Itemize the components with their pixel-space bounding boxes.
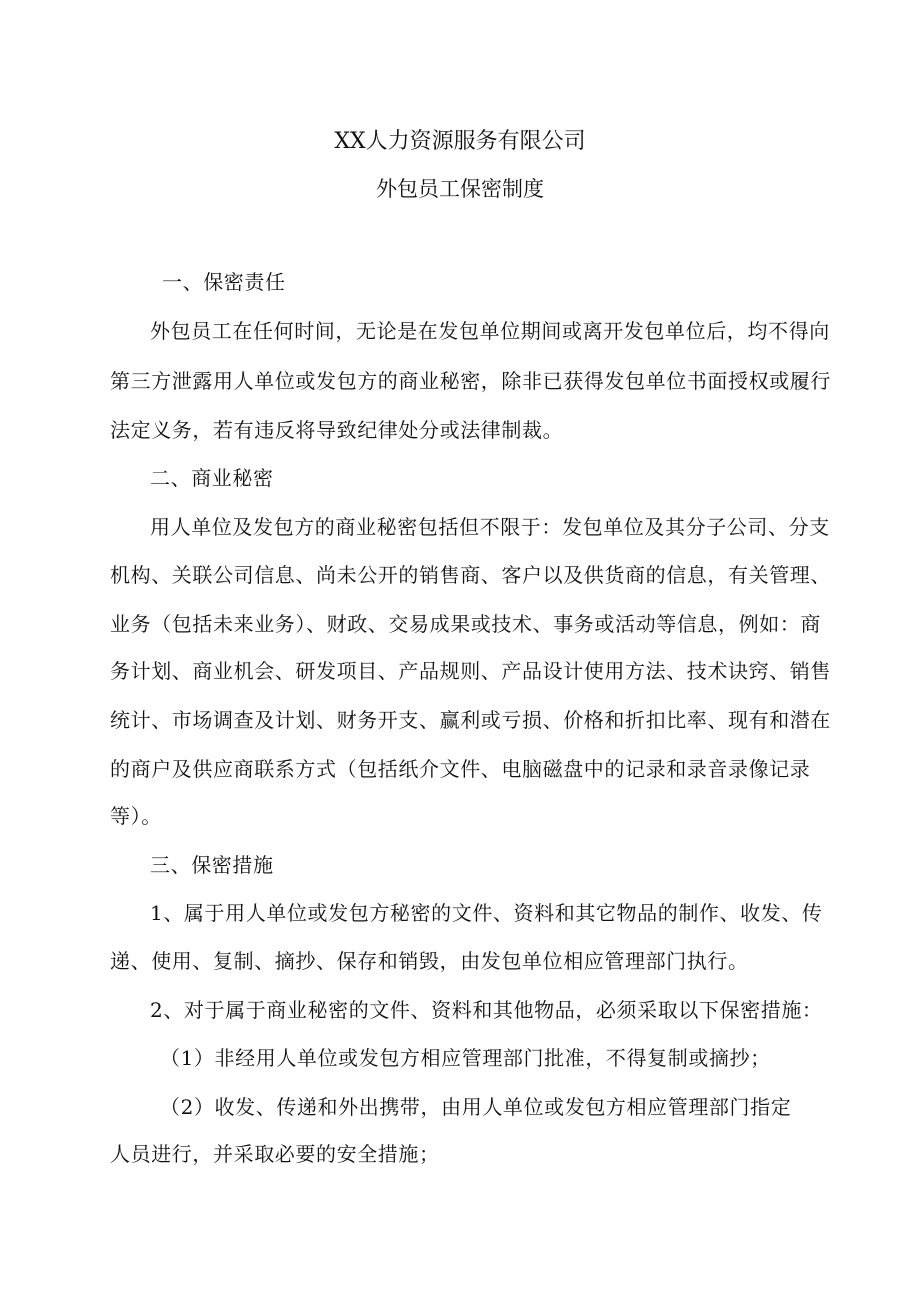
sub-item-line: （2）收发、传递和外出携带，由用人单位或发包方相应管理部门指定	[160, 1095, 792, 1119]
document-title: 外包员工保密制度	[376, 177, 544, 201]
section-heading-trade-secrets: 二、商业秘密	[150, 466, 274, 490]
list-item-line: 递、使用、复制、摘抄、保存和销毁，由发包单位相应管理部门执行。	[110, 949, 749, 973]
list-item-line: 1、属于用人单位或发包方秘密的文件、资料和其它物品的制作、收发、传	[150, 901, 823, 925]
paragraph-line: 法定义务，若有违反将导致纪律处分或法律制裁。	[110, 418, 564, 442]
paragraph-line: 用人单位及发包方的商业秘密包括但不限于：发包单位及其分子公司、分支	[150, 515, 830, 539]
section-heading-measures: 三、保密措施	[150, 853, 274, 877]
paragraph-line: 业务（包括未来业务）、财政、交易成果或技术、事务或活动等信息，例如：商	[110, 612, 821, 636]
paragraph-line: 等）。	[110, 804, 162, 828]
sub-item-line: （1）非经用人单位或发包方相应管理部门批准，不得复制或摘抄；	[160, 1046, 771, 1070]
company-name: XX人力资源服务有限公司	[334, 129, 586, 154]
list-item-line: 2、对于属于商业秘密的文件、资料和其他物品，必须采取以下保密措施：	[150, 998, 823, 1022]
paragraph-line: 外包员工在任何时间，无论是在发包单位期间或离开发包单位后，均不得向	[150, 319, 830, 343]
paragraph-line: 机构、关联公司信息、尚未公开的销售商、客户以及供货商的信息，有关管理、	[110, 563, 831, 587]
paragraph-line: 第三方泄露用人单位或发包方的商业秘密，除非已获得发包单位书面授权或履行	[110, 369, 831, 393]
sub-item-line: 人员进行，并采取必要的安全措施；	[110, 1142, 440, 1166]
paragraph-line: 务计划、商业机会、研发项目、产品规则、产品设计使用方法、技术诀窍、销售	[110, 659, 831, 683]
section-heading-confidentiality-duty: 一、保密责任	[162, 270, 286, 294]
paragraph-line: 的商户及供应商联系方式（包括纸介文件、电脑磁盘中的记录和录音录像记录	[110, 757, 811, 781]
paragraph-line: 统计、市场调查及计划、财务开支、赢利或亏损、价格和折扣比率、现有和潜在	[110, 708, 831, 732]
